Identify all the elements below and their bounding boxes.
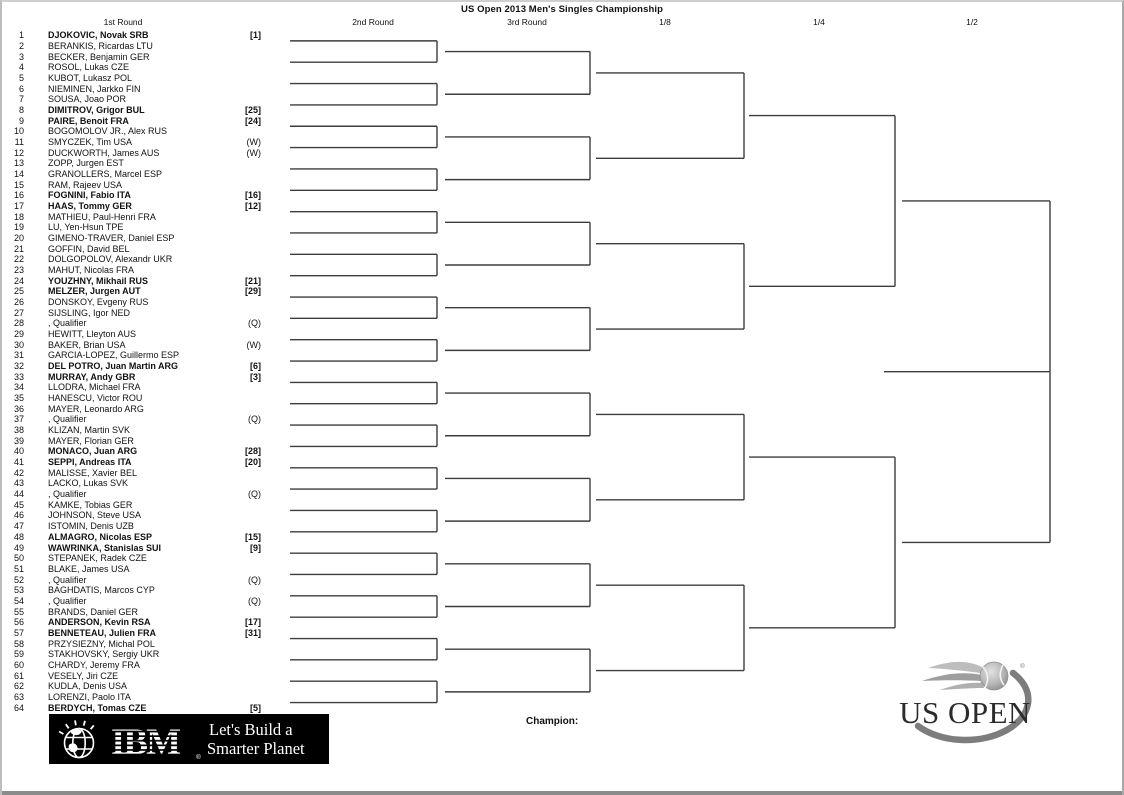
round-header-3rd-round: 3rd Round <box>507 17 547 27</box>
draw-position-number: 46 <box>13 510 24 521</box>
seed-label: [28] <box>244 446 261 457</box>
player-name: MAYER, Leonardo ARG <box>48 403 144 414</box>
player-name: VESELY, Jiri CZE <box>48 670 119 681</box>
player-name: RAM, Rajeev USA <box>48 179 123 190</box>
player-name: GIMENO-TRAVER, Daniel ESP <box>48 233 175 244</box>
draw-position-number: 7 <box>18 94 24 105</box>
smarter-planet-globe-icon <box>59 720 94 757</box>
player-name: LU, Yen-Hsun TPE <box>48 222 124 233</box>
player-name: MONACO, Juan ARG <box>48 446 138 457</box>
seed-label: (Q) <box>248 318 261 329</box>
draw-position-number: 48 <box>13 531 24 542</box>
round-header-round-of-16: 1/8 <box>659 17 671 27</box>
player-name: BECKER, Benjamin GER <box>48 51 150 62</box>
player-name: BLAKE, James USA <box>48 563 130 574</box>
player-name: , Qualifier <box>48 318 87 329</box>
player-name: LLODRA, Michael FRA <box>48 382 141 393</box>
draw-position-number: 15 <box>13 179 24 190</box>
player-name: JOHNSON, Steve USA <box>48 510 142 521</box>
us-open-logo <box>870 650 1054 748</box>
player-name: ISTOMIN, Denis UZB <box>48 521 134 532</box>
player-name: STEPANEK, Radek CZE <box>48 553 147 564</box>
draw-position-number: 6 <box>18 83 24 94</box>
sponsor-tagline-line2: Smarter Planet <box>207 739 305 758</box>
player-name: SOUSA, Joao POR <box>48 94 127 105</box>
seed-label: [31] <box>244 627 261 638</box>
draw-position-number: 19 <box>13 222 24 233</box>
round-header-quarterfinal: 1/4 <box>813 17 825 27</box>
seed-label: [21] <box>244 275 261 286</box>
player-name: DIMITROV, Grigor BUL <box>48 104 145 115</box>
draw-position-number: 41 <box>13 457 24 468</box>
draw-position-number: 2 <box>18 40 24 51</box>
draw-position-number: 51 <box>13 563 24 574</box>
champion-label: Champion: <box>526 716 579 727</box>
draw-position-number: 52 <box>13 574 24 585</box>
draw-position-number: 34 <box>13 382 24 393</box>
draw-position-number: 64 <box>13 702 24 713</box>
seed-label: [12] <box>244 201 261 211</box>
draw-position-number: 50 <box>13 553 24 564</box>
draw-position-number: 27 <box>13 307 24 318</box>
draw-position-number: 5 <box>18 72 24 83</box>
player-name: MELZER, Jurgen AUT <box>48 286 141 297</box>
draw-position-number: 44 <box>13 489 24 500</box>
draw-position-number: 38 <box>13 425 24 436</box>
player-name: BERDYCH, Tomas CZE <box>48 702 147 713</box>
seed-label: [17] <box>244 617 261 628</box>
draw-position-number: 23 <box>13 265 24 276</box>
draw-position-number: 61 <box>13 670 24 681</box>
draw-position-number: 20 <box>13 233 24 244</box>
player-name: FOGNINI, Fabio ITA <box>48 190 131 201</box>
draw-position-number: 49 <box>13 542 24 553</box>
player-name: SEPPI, Andreas ITA <box>48 457 132 468</box>
seed-label: [5] <box>250 702 261 713</box>
seed-label: (W) <box>246 136 261 147</box>
seed-label: [16] <box>244 190 261 201</box>
player-name: MAHUT, Nicolas FRA <box>48 265 135 276</box>
round-header-semifinal: 1/2 <box>966 17 978 27</box>
player-name: HEWITT, Lleyton AUS <box>48 329 137 340</box>
draw-position-number: 36 <box>13 403 24 414</box>
draw-position-number: 17 <box>13 201 24 211</box>
draw-position-number: 60 <box>13 659 24 670</box>
seed-label: [6] <box>250 361 261 372</box>
draw-position-number: 55 <box>13 606 24 617</box>
player-name: ZOPP, Jurgen EST <box>48 158 124 169</box>
draw-position-number: 42 <box>13 467 24 478</box>
draw-position-number: 16 <box>13 190 24 201</box>
seed-label: [25] <box>244 104 261 115</box>
draw-position-number: 43 <box>13 478 24 489</box>
player-name: ALMAGRO, Nicolas ESP <box>48 531 153 542</box>
draw-position-number: 63 <box>13 691 24 702</box>
page-title: US Open 2013 Men's Singles Championship <box>460 4 663 15</box>
player-name: BAGHDATIS, Marcos CYP <box>48 585 155 596</box>
player-name: , Qualifier <box>48 414 87 425</box>
ibm-logo <box>111 722 201 763</box>
player-name: KLIZAN, Martin SVK <box>48 425 131 436</box>
seed-label: (Q) <box>248 489 261 500</box>
draw-position-number: 4 <box>18 62 24 73</box>
draw-position-number: 56 <box>13 617 24 628</box>
player-name: KUBOT, Lukasz POL <box>48 72 133 83</box>
draw-position-number: 3 <box>18 51 24 62</box>
draw-position-number: 14 <box>13 168 24 179</box>
draw-position-number: 28 <box>13 318 24 329</box>
draw-position-number: 33 <box>13 371 24 382</box>
ibm-registered-mark: ® <box>196 754 201 761</box>
player-name: SMYCZEK, Tim USA <box>48 136 133 147</box>
seed-label: [29] <box>244 286 261 297</box>
player-name: GARCIA-LOPEZ, Guillermo ESP <box>48 350 180 361</box>
seed-label: (Q) <box>248 574 261 585</box>
sponsor-bar-graphic <box>49 714 329 764</box>
player-name: BERANKIS, Ricardas LTU <box>48 40 153 51</box>
draw-position-number: 57 <box>13 627 24 638</box>
player-name: HANESCU, Victor ROU <box>48 393 143 404</box>
draw-position-number: 25 <box>13 286 24 297</box>
player-name: HAAS, Tommy GER <box>48 201 132 211</box>
seed-label: [15] <box>244 531 261 542</box>
player-name: MURRAY, Andy GBR <box>48 371 136 382</box>
player-name: , Qualifier <box>48 489 87 500</box>
seed-label: [9] <box>250 542 261 553</box>
draw-position-number: 30 <box>13 339 24 350</box>
player-name: YOUZHNY, Mikhail RUS <box>48 275 149 286</box>
player-name: BOGOMOLOV JR., Alex RUS <box>48 126 168 137</box>
player-name: LORENZI, Paolo ITA <box>48 691 131 702</box>
seed-label: (W) <box>246 147 261 158</box>
player-name: DOLGOPOLOV, Alexandr UKR <box>48 254 173 265</box>
player-name: BRANDS, Daniel GER <box>48 606 139 617</box>
draw-position-number: 29 <box>13 329 24 340</box>
draw-position-number: 12 <box>13 147 24 158</box>
draw-position-number: 47 <box>13 521 24 532</box>
us-open-logo-text: US OPEN <box>899 695 1031 730</box>
seed-label: [3] <box>250 371 261 382</box>
draw-position-number: 26 <box>13 297 24 308</box>
player-name: KUDLA, Denis USA <box>48 681 128 692</box>
seed-label: [1] <box>250 30 261 41</box>
seed-label: (Q) <box>248 414 261 425</box>
player-name: DJOKOVIC, Novak SRB <box>48 30 149 41</box>
sponsor-tagline <box>207 720 305 758</box>
draw-position-number: 24 <box>13 275 24 286</box>
draw-position-number: 22 <box>13 254 24 265</box>
round-header-1st-round: 1st Round <box>103 17 143 27</box>
draw-position-number: 21 <box>13 243 24 254</box>
player-name: , Qualifier <box>48 574 87 585</box>
player-name: PAIRE, Benoit FRA <box>48 115 129 126</box>
draw-position-number: 8 <box>18 104 24 115</box>
round-header-2nd-round: 2nd Round <box>352 17 394 27</box>
draw-position-number: 31 <box>13 350 24 361</box>
player-name: GRANOLLERS, Marcel ESP <box>48 168 163 179</box>
draw-position-number: 37 <box>13 414 24 425</box>
player-name: NIEMINEN, Jarkko FIN <box>48 83 141 94</box>
player-name: MAYER, Florian GER <box>48 435 134 446</box>
player-name: ROSOL, Lukas CZE <box>48 62 130 73</box>
draw-position-number: 9 <box>18 115 24 126</box>
us-open-registered-mark: ® <box>1020 663 1025 670</box>
player-name: BENNETEAU, Julien FRA <box>48 627 157 638</box>
draw-position-number: 18 <box>13 211 24 222</box>
ibm-logo-text: IBM <box>111 722 179 763</box>
sponsor-tagline-line1: Let's Build a <box>209 720 293 739</box>
player-name: , Qualifier <box>48 595 87 606</box>
seed-label: [20] <box>244 457 261 468</box>
draw-position-number: 1 <box>18 30 24 41</box>
player-name: MALISSE, Xavier BEL <box>48 467 138 478</box>
player-name: LACKO, Lukas SVK <box>48 478 129 489</box>
player-name: ANDERSON, Kevin RSA <box>48 617 151 628</box>
page-bottom-edge <box>2 791 1122 795</box>
draw-position-number: 35 <box>13 393 24 404</box>
draw-position-number: 39 <box>13 435 24 446</box>
seed-label: (W) <box>246 339 261 350</box>
player-name: DEL POTRO, Juan Martin ARG <box>48 361 179 372</box>
seed-label: [24] <box>244 115 261 126</box>
draw-position-number: 54 <box>13 595 24 606</box>
player-name: CHARDY, Jeremy FRA <box>48 659 140 670</box>
player-name: BAKER, Brian USA <box>48 339 126 350</box>
draw-position-number: 32 <box>13 361 24 372</box>
player-name: MATHIEU, Paul-Henri FRA <box>48 211 156 222</box>
draw-position-number: 62 <box>13 681 24 692</box>
sponsor-bar <box>49 714 329 764</box>
draw-position-number: 58 <box>13 638 24 649</box>
flaming-tennis-ball-icon <box>922 662 1008 690</box>
draw-position-number: 53 <box>13 585 24 596</box>
player-name: KAMKE, Tobias GER <box>48 499 133 510</box>
player-name: GOFFIN, David BEL <box>48 243 130 254</box>
player-name: DONSKOY, Evgeny RUS <box>48 297 149 308</box>
draw-position-number: 13 <box>13 158 24 169</box>
player-name: WAWRINKA, Stanislas SUI <box>48 542 162 553</box>
us-open-logo-graphic <box>870 650 1054 748</box>
draw-position-number: 45 <box>13 499 24 510</box>
player-name: SIJSLING, Igor NED <box>48 307 131 318</box>
draw-position-number: 40 <box>13 446 24 457</box>
draw-position-number: 10 <box>13 126 24 137</box>
draw-position-number: 11 <box>14 136 24 147</box>
player-name: PRZYSIEZNY, Michal POL <box>48 638 155 649</box>
player-name: STAKHOVSKY, Sergiy UKR <box>48 649 160 660</box>
player-name: DUCKWORTH, James AUS <box>48 147 160 158</box>
seed-label: (Q) <box>248 595 261 606</box>
draw-position-number: 59 <box>13 649 24 660</box>
